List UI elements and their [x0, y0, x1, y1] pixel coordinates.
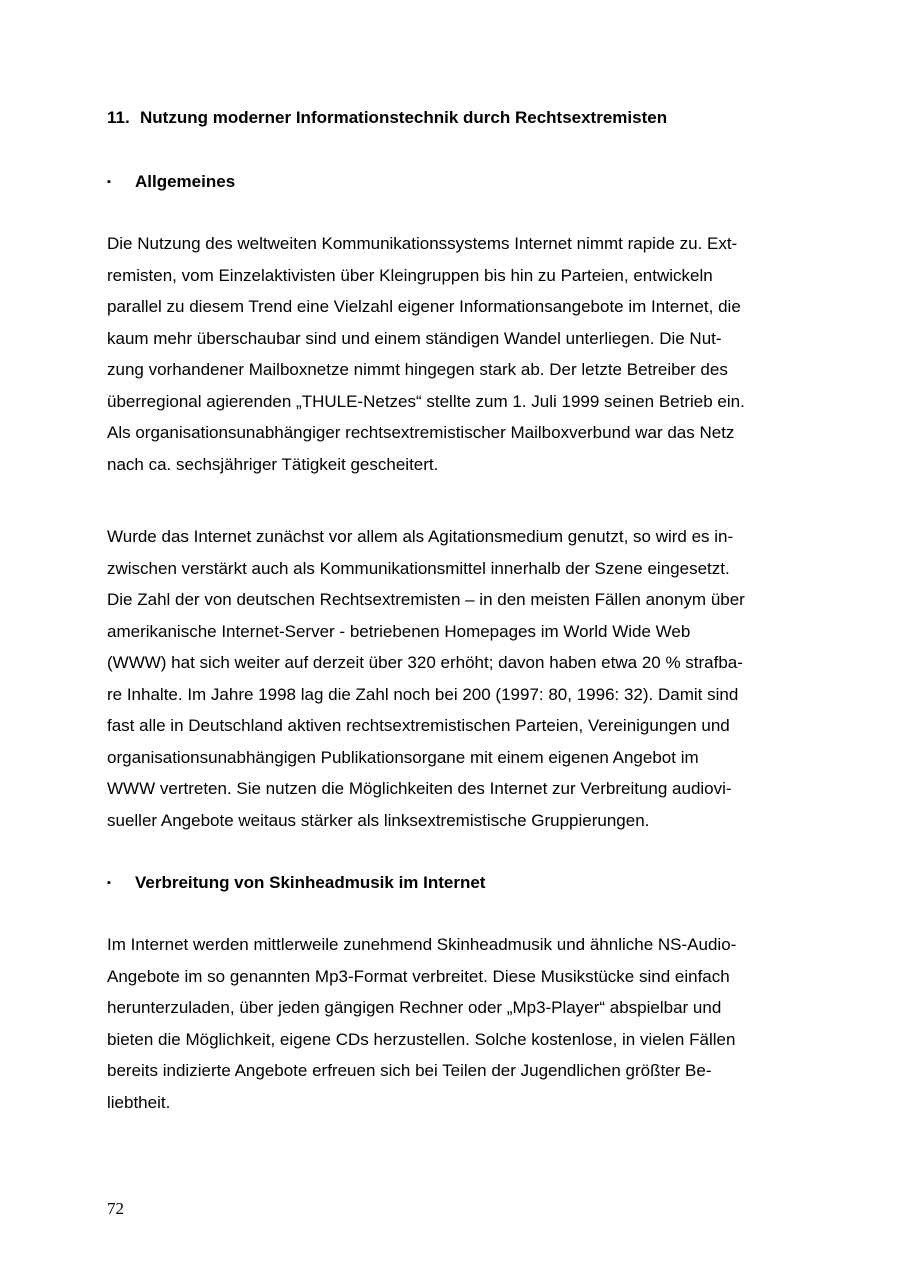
page-number: 72 — [107, 1199, 124, 1218]
text-line: kaum mehr überschaubar sind und einem ständigen Wandel unterliegen. Die Nut- — [107, 328, 722, 348]
paragraph-2 — [107, 521, 807, 836]
text-line: WWW vertreten. Sie nutzen die Möglichkeiten des Internet zur Verbreitung audiovi- — [107, 779, 732, 798]
text-line: remisten, vom Einzelaktivisten über Kleingruppen bis hin zu Parteien, entwickeln — [107, 265, 713, 285]
text-line: liebtheit. — [107, 1092, 171, 1112]
text-line: Die Zahl der von deutschen Rechtsextremisten – in den meisten Fällen anonym über — [107, 590, 745, 609]
section-title-text: Nutzung moderner Informationstechnik durch Rechtsextremisten — [140, 108, 668, 127]
text-line: nach ca. sechsjähriger Tätigkeit gescheitert. — [107, 454, 439, 474]
text-line: zung vorhandener Mailboxnetze nimmt hingegen stark ab. Der letzte Betreiber des — [107, 360, 728, 379]
subheading-skinheadmusik — [107, 872, 485, 894]
paragraph-3 — [107, 929, 807, 1118]
subheading-text: Allgemeines — [135, 172, 236, 191]
subheading-allgemeines — [107, 171, 235, 193]
bullet-icon: ▪ — [107, 176, 111, 188]
text-line: überregional agierenden „THULE-Netzes“ stellte zum 1. Juli 1999 seinen Betrieb ein. — [107, 391, 745, 411]
text-line: Wurde das Internet zunächst vor allem als Agitationsmedium genutzt, so wird es in- — [107, 527, 734, 546]
paragraph-1 — [107, 228, 807, 480]
text-line: Als organisationsunabhängiger rechtsextremistischer Mailboxverbund war das Netz — [107, 423, 735, 442]
subheading-text: Verbreitung von Skinheadmusik im Internet — [135, 873, 486, 892]
text-line: herunterzuladen, über jeden gängigen Rechner oder „Mp3-Player“ abspielbar und — [107, 998, 722, 1017]
section-number: 11. — [107, 108, 130, 127]
text-line: amerikanische Internet-Server - betriebenen Homepages im World Wide Web — [107, 621, 691, 641]
text-line: Im Internet werden mittlerweile zunehmend Skinheadmusik und ähnliche NS-Audio- — [107, 935, 737, 954]
text-line: zwischen verstärkt auch als Kommunikationsmittel innerhalb der Szene eingesetzt. — [107, 558, 730, 578]
text-line: (WWW) hat sich weiter auf derzeit über 320 erhöht; davon haben etwa 20 % strafba- — [107, 653, 743, 672]
text-line: parallel zu diesem Trend eine Vielzahl eigener Informationsangebote im Internet, die — [107, 297, 741, 316]
text-line: organisationsunabhängigen Publikationsorgane mit einem eigenen Angebot im — [107, 747, 699, 767]
text-line: sueller Angebote weitaus stärker als linksextremistische Gruppierungen. — [107, 810, 650, 830]
section-heading — [107, 107, 667, 129]
text-line: fast alle in Deutschland aktiven rechtsextremistischen Parteien, Vereinigungen und — [107, 716, 730, 735]
text-line: bereits indizierte Angebote erfreuen sich bei Teilen der Jugendlichen größter Be- — [107, 1061, 712, 1080]
text-line: re Inhalte. Im Jahre 1998 lag die Zahl noch bei 200 (1997: 80, 1996: 32). Damit sind — [107, 684, 739, 704]
text-line: Die Nutzung des weltweiten Kommunikationssystems Internet nimmt rapide zu. Ext- — [107, 234, 738, 253]
bullet-icon: ▪ — [107, 877, 111, 889]
text-line: bieten die Möglichkeit, eigene CDs herzustellen. Solche kostenlose, in vielen Fällen — [107, 1029, 736, 1049]
text-line: Angebote im so genannten Mp3-Format verbreitet. Diese Musikstücke sind einfach — [107, 966, 730, 986]
